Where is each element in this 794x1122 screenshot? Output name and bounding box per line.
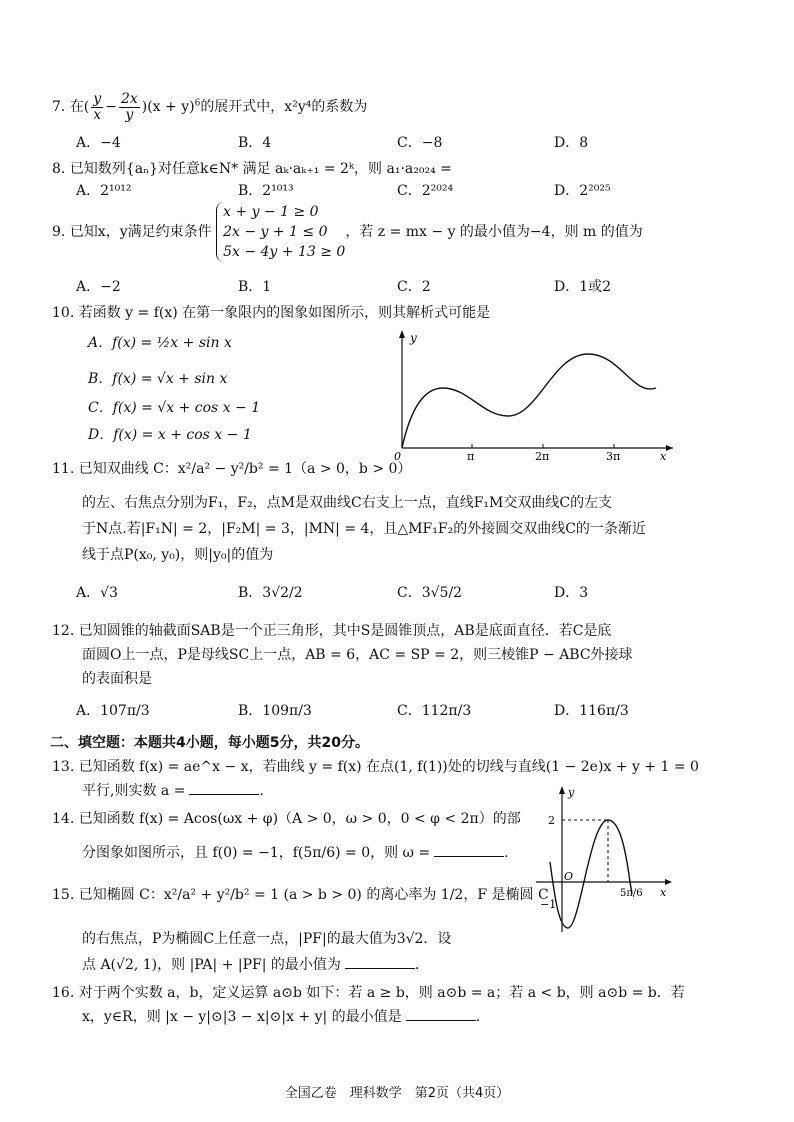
q12-option-d: D．116π/3 — [554, 703, 629, 719]
q10-origin-label: 0 — [394, 450, 401, 461]
q7-option-a: A．−4 — [76, 135, 121, 151]
q14-origin-label: O — [564, 870, 574, 883]
q10-stem: 10. 若函数 y = f(x) 在第一象限内的图象如图所示，则其解析式可能是 — [52, 305, 491, 321]
q7-stem: 7. 在( $\frac{y}{x}$ − $\frac{2x}{y}$ )$(x + y)^6$的展开式中，x²y⁴的系数为 — [52, 91, 368, 123]
q10-tick-pi: π — [467, 450, 475, 461]
q7-option-c: C．−8 — [397, 135, 443, 151]
q14-y-label: y — [568, 786, 575, 799]
q8-stem: 8. 已知数列{aₙ}对任意k∈N* 满足 aₖ·aₖ₊₁ = 2ᵏ，则 a₁·a₂₀₂₄ = — [52, 161, 452, 177]
q11-option-d: D．3 — [554, 585, 589, 601]
q10-option-a: A．f(x) = ½x + sin x — [88, 335, 232, 351]
q10-tick-3pi: 3π — [606, 450, 621, 461]
q14-function-graph — [528, 782, 678, 940]
q9-option-c: C．2 — [397, 279, 431, 295]
q10-option-c: C．f(x) = √x + cos x − 1 — [88, 400, 261, 416]
q9-option-d: D．1或2 — [554, 279, 612, 295]
q7-option-d: D．8 — [554, 135, 589, 151]
q10-x-label: x — [660, 450, 667, 461]
q9-stem: 9. 已知x，y满足约束条件 x + y − 1 ≥ 0 2x − y + 1 ≤ 0 5x − 4y + 13 ≥ 0 ，若 z = mx − y 的最小值为−4，则 m 的值为 — [52, 204, 643, 260]
q11-line3: 于N点.若|F₁N| = 2，|F₂M| = 3，|MN| = 4，且△MF₁F₂的外接圆交双曲线C的一条渐近 — [82, 521, 646, 537]
q11-line1: 11. 已知双曲线 C：x²/a² − y²/b² = 1（a > 0，b > 0） — [52, 461, 412, 477]
q10-tick-2pi: 2π — [535, 450, 550, 461]
q8-option-b: B．2¹⁰¹³ — [238, 183, 294, 199]
q7-option-b: B．4 — [238, 135, 272, 151]
q16-line2: x，y∈R，则 |x − y|⊙|3 − x|⊙|x + y| 的最小值是 . — [82, 1009, 481, 1025]
q9-option-b: B．1 — [238, 279, 272, 295]
page-footer: 全国乙卷 理科数学 第2页（共4页） — [284, 1086, 510, 1101]
q14-answer-blank[interactable] — [434, 856, 504, 857]
q14-x-label: x — [660, 886, 667, 899]
q15-line2: 的右焦点，P为椭圆C上任意一点，|PF|的最大值为3√2．设 — [82, 931, 452, 947]
q14-label-2: 2 — [548, 814, 555, 827]
q16-answer-blank[interactable] — [406, 1020, 476, 1021]
q14-line1: 14. 已知函数 f(x) = Acos(ωx + φ)（A > 0，ω > 0，0 < φ < 2π）的部 — [52, 811, 521, 827]
q11-option-c: C．3√5/2 — [397, 585, 463, 601]
q15-answer-blank[interactable] — [345, 968, 415, 969]
q11-line2: 的左、右焦点分别为F₁，F₂，点M是双曲线C右支上一点，直线F₁M交双曲线C的左支 — [82, 495, 613, 511]
q8-option-c: C．2²⁰²⁴ — [397, 183, 454, 199]
q10-function-graph — [388, 326, 678, 461]
q12-line3: 的表面积是 — [82, 671, 152, 687]
q12-option-c: C．112π/3 — [397, 703, 472, 719]
q11-option-a: A．√3 — [76, 585, 118, 601]
q13-answer-blank[interactable] — [189, 794, 259, 795]
q13-line2: 平行,则实数 a = . — [82, 783, 264, 799]
q13-line1: 13. 已知函数 f(x) = ae^x − x，若曲线 y = f(x) 在点(1, f(1))处的切线与直线(1 − 2e)x + y + 1 = 0 — [52, 759, 699, 775]
q14-line2: 分图象如图所示，且 f(0) = −1，f(5π/6) = 0，则 ω = . — [82, 845, 509, 861]
q11-option-b: B．3√2/2 — [238, 585, 303, 601]
q12-option-a: A．107π/3 — [76, 703, 150, 719]
q14-label-neg1: −1 — [540, 898, 557, 911]
q12-line2: 面圆O上一点，P是母线SC上一点，AB = 6，AC = SP = 2，则三棱锥P − ABC外接球 — [82, 647, 633, 663]
q10-y-label: y — [410, 331, 417, 345]
q14-tick-5pi6: 5π/6 — [620, 888, 643, 899]
q10-option-b: B．f(x) = √x + sin x — [88, 371, 228, 387]
q9-constraint-system: x + y − 1 ≥ 0 2x − y + 1 ≤ 0 5x − 4y + 13 ≥ 0 — [216, 202, 345, 262]
q15-line3: 点 A(√2, 1)，则 |PA| + |PF| 的最小值为 . — [82, 957, 420, 973]
q12-option-b: B．109π/3 — [238, 703, 312, 719]
section-fill-in-heading: 二、填空题：本题共4小题，每小题5分，共20分。 — [50, 735, 369, 751]
q15-line1: 15. 已知椭圆 C：x²/a² + y²/b² = 1 (a > b > 0) 的离心率为 1/2，F 是椭圆 C — [52, 887, 549, 903]
q12-line1: 12. 已知圆锥的轴截面SAB是一个正三角形，其中S是圆锥顶点，AB是底面直径．若C是底 — [52, 623, 612, 639]
q16-line1: 16. 对于两个实数 a，b，定义运算 a⊙b 如下：若 a ≥ b，则 a⊙b = a；若 a < b，则 a⊙b = b．若 — [52, 985, 685, 1001]
q10-option-d: D．f(x) = x + cos x − 1 — [88, 427, 252, 443]
q11-line4: 线于点P(x₀, y₀)，则|y₀|的值为 — [82, 547, 274, 563]
q8-option-a: A．2¹⁰¹² — [76, 183, 132, 199]
q9-option-a: A．−2 — [76, 279, 121, 295]
q8-option-d: D．2²⁰²⁵ — [554, 183, 611, 199]
q10-curve — [402, 354, 656, 448]
